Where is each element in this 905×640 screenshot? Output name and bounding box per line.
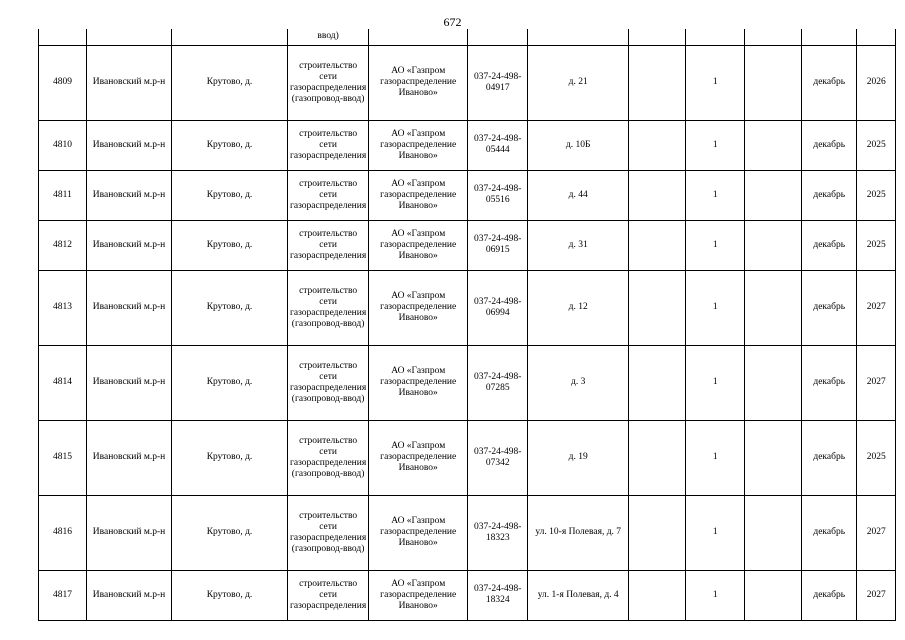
organization-cell: АО «Газпром газораспределение Иваново» <box>369 120 468 170</box>
object-code-cell: 037-24-498-18323 <box>468 495 528 570</box>
work-type-cell: строительство сети газораспределения <box>288 220 369 270</box>
district-cell: Ивановский м.р-н <box>87 570 172 620</box>
year-cell: 2025 <box>857 170 896 220</box>
continuation-work-type: ввод) <box>288 29 369 45</box>
month-cell: декабрь <box>802 270 857 345</box>
locality-cell: Крутово, д. <box>172 170 288 220</box>
quantity-cell: 1 <box>686 220 745 270</box>
row-number: 4813 <box>39 270 87 345</box>
address-cell: ул. 1-я Полевая, д. 4 <box>528 570 629 620</box>
table-row <box>39 220 896 270</box>
work-type-cell: строительство сети газораспределения (газопровод-ввод) <box>288 270 369 345</box>
address-cell: д. 10Б <box>528 120 629 170</box>
table-row <box>39 495 896 570</box>
row-number: 4814 <box>39 345 87 420</box>
address-cell: ул. 10-я Полевая, д. 7 <box>528 495 629 570</box>
work-type-cell: строительство сети газораспределения <box>288 570 369 620</box>
month-cell: декабрь <box>802 420 857 495</box>
table-row <box>39 345 896 420</box>
object-code-cell: 037-24-498-07285 <box>468 345 528 420</box>
row-number: 4809 <box>39 45 87 120</box>
continuation-row <box>39 29 896 45</box>
quantity-cell: 1 <box>686 495 745 570</box>
empty-cell <box>629 420 686 495</box>
object-code-cell: 037-24-498-05444 <box>468 120 528 170</box>
address-cell: д. 3 <box>528 345 629 420</box>
organization-cell: АО «Газпром газораспределение Иваново» <box>369 45 468 120</box>
work-type-cell: строительство сети газораспределения <box>288 120 369 170</box>
month-cell: декабрь <box>802 120 857 170</box>
year-cell: 2027 <box>857 345 896 420</box>
empty-cell <box>745 120 802 170</box>
page-number: 672 <box>443 15 462 29</box>
table-row <box>39 270 896 345</box>
district-cell: Ивановский м.р-н <box>87 495 172 570</box>
district-cell: Ивановский м.р-н <box>87 420 172 495</box>
empty-cell <box>745 45 802 120</box>
district-cell: Ивановский м.р-н <box>87 345 172 420</box>
row-number: 4810 <box>39 120 87 170</box>
district-cell: Ивановский м.р-н <box>87 220 172 270</box>
organization-cell: АО «Газпром газораспределение Иваново» <box>369 345 468 420</box>
object-code-cell: 037-24-498-18324 <box>468 570 528 620</box>
address-cell: д. 31 <box>528 220 629 270</box>
object-code-cell: 037-24-498-06915 <box>468 220 528 270</box>
object-code-cell: 037-24-498-07342 <box>468 420 528 495</box>
district-cell: Ивановский м.р-н <box>87 170 172 220</box>
locality-cell: Крутово, д. <box>172 570 288 620</box>
empty-cell <box>629 45 686 120</box>
locality-cell: Крутово, д. <box>172 45 288 120</box>
organization-cell: АО «Газпром газораспределение Иваново» <box>369 270 468 345</box>
month-cell: декабрь <box>802 45 857 120</box>
registry-table <box>38 29 896 621</box>
address-cell: д. 44 <box>528 170 629 220</box>
empty-cell <box>745 170 802 220</box>
empty-cell <box>629 570 686 620</box>
month-cell: декабрь <box>802 495 857 570</box>
organization-cell: АО «Газпром газораспределение Иваново» <box>369 170 468 220</box>
work-type-cell: строительство сети газораспределения (газопровод-ввод) <box>288 345 369 420</box>
empty-cell <box>629 220 686 270</box>
table-row <box>39 420 896 495</box>
year-cell: 2025 <box>857 420 896 495</box>
year-cell: 2027 <box>857 270 896 345</box>
quantity-cell: 1 <box>686 570 745 620</box>
year-cell: 2027 <box>857 495 896 570</box>
district-cell: Ивановский м.р-н <box>87 270 172 345</box>
month-cell: декабрь <box>802 345 857 420</box>
quantity-cell: 1 <box>686 120 745 170</box>
work-type-cell: строительство сети газораспределения (газопровод-ввод) <box>288 495 369 570</box>
district-cell: Ивановский м.р-н <box>87 45 172 120</box>
empty-cell <box>629 495 686 570</box>
district-cell: Ивановский м.р-н <box>87 120 172 170</box>
row-number: 4817 <box>39 570 87 620</box>
locality-cell: Крутово, д. <box>172 270 288 345</box>
locality-cell: Крутово, д. <box>172 495 288 570</box>
work-type-cell: строительство сети газораспределения (газопровод-ввод) <box>288 45 369 120</box>
empty-cell <box>745 420 802 495</box>
object-code-cell: 037-24-498-04917 <box>468 45 528 120</box>
empty-cell <box>745 345 802 420</box>
empty-cell <box>629 120 686 170</box>
empty-cell <box>745 570 802 620</box>
locality-cell: Крутово, д. <box>172 120 288 170</box>
work-type-cell: строительство сети газораспределения (газопровод-ввод) <box>288 420 369 495</box>
work-type-cell: строительство сети газораспределения <box>288 170 369 220</box>
organization-cell: АО «Газпром газораспределение Иваново» <box>369 420 468 495</box>
object-code-cell: 037-24-498-05516 <box>468 170 528 220</box>
table-row <box>39 120 896 170</box>
empty-cell <box>629 345 686 420</box>
locality-cell: Крутово, д. <box>172 220 288 270</box>
year-cell: 2026 <box>857 45 896 120</box>
organization-cell: АО «Газпром газораспределение Иваново» <box>369 495 468 570</box>
quantity-cell: 1 <box>686 170 745 220</box>
quantity-cell: 1 <box>686 45 745 120</box>
row-number: 4812 <box>39 220 87 270</box>
quantity-cell: 1 <box>686 420 745 495</box>
organization-cell: АО «Газпром газораспределение Иваново» <box>369 220 468 270</box>
locality-cell: Крутово, д. <box>172 345 288 420</box>
month-cell: декабрь <box>802 170 857 220</box>
address-cell: д. 21 <box>528 45 629 120</box>
table-row <box>39 45 896 120</box>
month-cell: декабрь <box>802 220 857 270</box>
empty-cell <box>745 270 802 345</box>
locality-cell: Крутово, д. <box>172 420 288 495</box>
row-number: 4815 <box>39 420 87 495</box>
empty-cell <box>745 220 802 270</box>
table-row <box>39 170 896 220</box>
address-cell: д. 19 <box>528 420 629 495</box>
quantity-cell: 1 <box>686 270 745 345</box>
year-cell: 2027 <box>857 570 896 620</box>
empty-cell <box>745 495 802 570</box>
address-cell: д. 12 <box>528 270 629 345</box>
year-cell: 2025 <box>857 220 896 270</box>
row-number: 4816 <box>39 495 87 570</box>
empty-cell <box>629 270 686 345</box>
empty-cell <box>629 170 686 220</box>
row-number: 4811 <box>39 170 87 220</box>
object-code-cell: 037-24-498-06994 <box>468 270 528 345</box>
table-row <box>39 570 896 620</box>
month-cell: декабрь <box>802 570 857 620</box>
organization-cell: АО «Газпром газораспределение Иваново» <box>369 570 468 620</box>
year-cell: 2025 <box>857 120 896 170</box>
quantity-cell: 1 <box>686 345 745 420</box>
